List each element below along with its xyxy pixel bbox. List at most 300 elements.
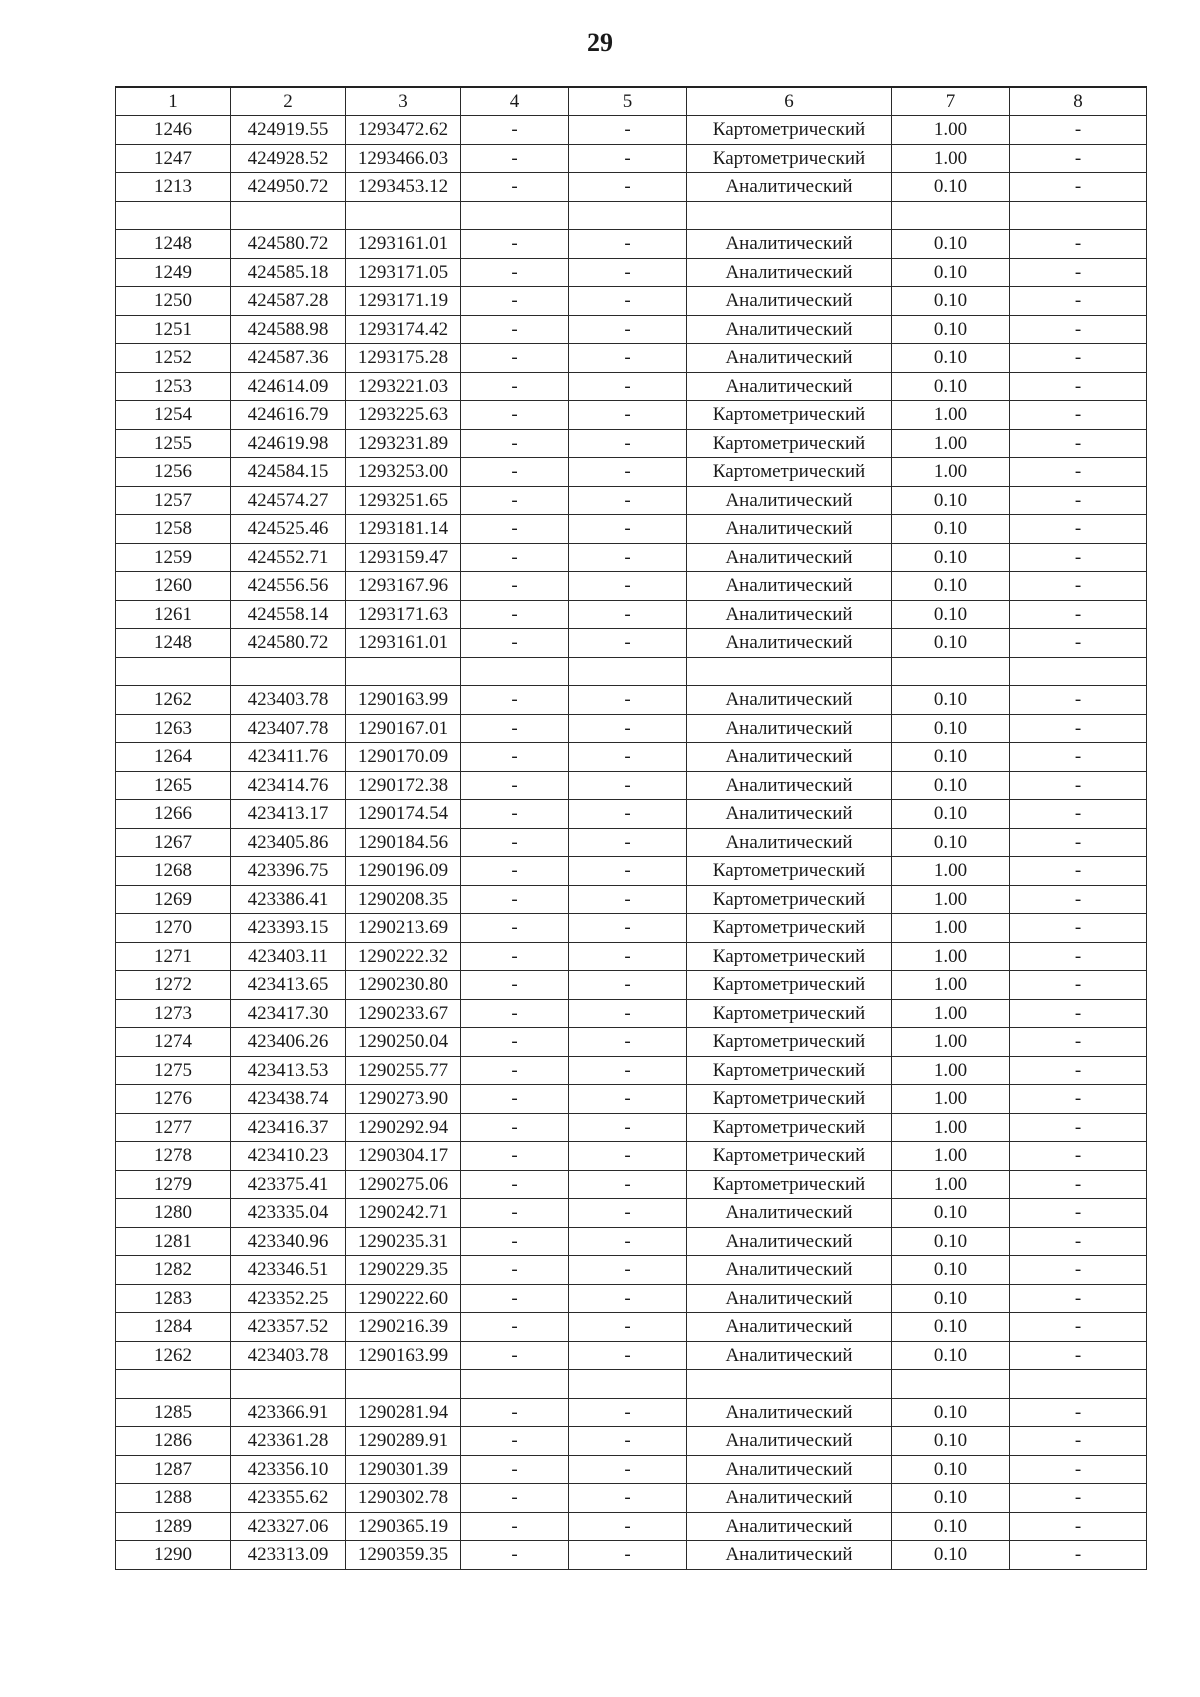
col4-cell: - — [461, 1484, 569, 1513]
column-header: 4 — [461, 87, 569, 116]
column-header: 1 — [116, 87, 231, 116]
page-number: 29 — [587, 28, 613, 57]
col8-cell: - — [1010, 144, 1147, 173]
y-coordinate-cell: 1290359.35 — [346, 1541, 461, 1570]
col5-cell: - — [569, 116, 687, 145]
y-coordinate-cell: 1290365.19 — [346, 1512, 461, 1541]
method-cell: Аналитический — [687, 1284, 892, 1313]
col5-cell: - — [569, 1113, 687, 1142]
y-coordinate-cell: 1293167.96 — [346, 572, 461, 601]
col4-cell: - — [461, 1170, 569, 1199]
table-row — [116, 971, 1147, 1000]
accuracy-cell: 0.10 — [892, 800, 1010, 829]
table-row — [116, 572, 1147, 601]
col4-cell — [461, 1370, 569, 1399]
y-coordinate-cell: 1293171.19 — [346, 287, 461, 316]
accuracy-cell: 1.00 — [892, 857, 1010, 886]
coordinates-table — [115, 86, 1147, 1570]
accuracy-cell: 0.10 — [892, 515, 1010, 544]
table-row — [116, 429, 1147, 458]
table-row — [116, 486, 1147, 515]
col5-cell: - — [569, 543, 687, 572]
x-coordinate-cell: 424584.15 — [231, 458, 346, 487]
point-number-cell: 1263 — [116, 714, 231, 743]
col4-cell: - — [461, 1028, 569, 1057]
col4-cell: - — [461, 1455, 569, 1484]
point-number-cell: 1290 — [116, 1541, 231, 1570]
x-coordinate-cell: 423386.41 — [231, 885, 346, 914]
col4-cell: - — [461, 315, 569, 344]
col5-cell: - — [569, 828, 687, 857]
col8-cell: - — [1010, 1512, 1147, 1541]
col4-cell: - — [461, 942, 569, 971]
col8-cell: - — [1010, 999, 1147, 1028]
point-number-cell: 1281 — [116, 1227, 231, 1256]
col8-cell: - — [1010, 629, 1147, 658]
point-number-cell: 1264 — [116, 743, 231, 772]
accuracy-cell: 0.10 — [892, 543, 1010, 572]
col5-cell: - — [569, 1427, 687, 1456]
x-coordinate-cell: 423361.28 — [231, 1427, 346, 1456]
point-number-cell: 1261 — [116, 600, 231, 629]
method-cell: Аналитический — [687, 1455, 892, 1484]
table-row — [116, 258, 1147, 287]
table-row — [116, 1484, 1147, 1513]
table-row — [116, 1313, 1147, 1342]
accuracy-cell: 1.00 — [892, 116, 1010, 145]
point-number-cell: 1247 — [116, 144, 231, 173]
method-cell — [687, 201, 892, 230]
col8-cell — [1010, 201, 1147, 230]
x-coordinate-cell: 424950.72 — [231, 173, 346, 202]
method-cell: Аналитический — [687, 372, 892, 401]
method-cell: Картометрический — [687, 1142, 892, 1171]
x-coordinate-cell: 424580.72 — [231, 629, 346, 658]
table-row — [116, 1512, 1147, 1541]
table-row — [116, 144, 1147, 173]
y-coordinate-cell: 1290174.54 — [346, 800, 461, 829]
col5-cell: - — [569, 1056, 687, 1085]
table-row — [116, 828, 1147, 857]
x-coordinate-cell: 423352.25 — [231, 1284, 346, 1313]
col4-cell — [461, 201, 569, 230]
col4-cell: - — [461, 971, 569, 1000]
y-coordinate-cell: 1290292.94 — [346, 1113, 461, 1142]
y-coordinate-cell: 1290304.17 — [346, 1142, 461, 1171]
table-row — [116, 315, 1147, 344]
x-coordinate-cell: 423346.51 — [231, 1256, 346, 1285]
accuracy-cell: 0.10 — [892, 686, 1010, 715]
point-number-cell: 1282 — [116, 1256, 231, 1285]
method-cell — [687, 657, 892, 686]
table-row — [116, 743, 1147, 772]
y-coordinate-cell: 1293251.65 — [346, 486, 461, 515]
col8-cell: - — [1010, 1256, 1147, 1285]
table-row — [116, 116, 1147, 145]
x-coordinate-cell: 424558.14 — [231, 600, 346, 629]
y-coordinate-cell: 1290222.32 — [346, 942, 461, 971]
col5-cell — [569, 1370, 687, 1399]
point-number-cell: 1262 — [116, 686, 231, 715]
x-coordinate-cell: 423355.62 — [231, 1484, 346, 1513]
col8-cell: - — [1010, 885, 1147, 914]
col4-cell: - — [461, 828, 569, 857]
x-coordinate-cell — [231, 657, 346, 686]
x-coordinate-cell: 423410.23 — [231, 1142, 346, 1171]
point-number-cell: 1258 — [116, 515, 231, 544]
method-cell: Аналитический — [687, 486, 892, 515]
method-cell: Картометрический — [687, 999, 892, 1028]
col4-cell: - — [461, 116, 569, 145]
y-coordinate-cell: 1290233.67 — [346, 999, 461, 1028]
col5-cell: - — [569, 1028, 687, 1057]
x-coordinate-cell: 423413.65 — [231, 971, 346, 1000]
method-cell: Аналитический — [687, 543, 892, 572]
table-row — [116, 1256, 1147, 1285]
col4-cell: - — [461, 572, 569, 601]
method-cell: Картометрический — [687, 971, 892, 1000]
col4-cell: - — [461, 543, 569, 572]
col5-cell: - — [569, 401, 687, 430]
col5-cell: - — [569, 714, 687, 743]
column-header: 8 — [1010, 87, 1147, 116]
col4-cell: - — [461, 1113, 569, 1142]
table-row — [116, 857, 1147, 886]
accuracy-cell: 0.10 — [892, 743, 1010, 772]
col5-cell: - — [569, 287, 687, 316]
point-number-cell: 1285 — [116, 1398, 231, 1427]
col5-cell: - — [569, 486, 687, 515]
column-header: 2 — [231, 87, 346, 116]
x-coordinate-cell: 423396.75 — [231, 857, 346, 886]
x-coordinate-cell: 423356.10 — [231, 1455, 346, 1484]
col5-cell: - — [569, 1484, 687, 1513]
col4-cell: - — [461, 1541, 569, 1570]
col5-cell: - — [569, 144, 687, 173]
y-coordinate-cell: 1290163.99 — [346, 686, 461, 715]
accuracy-cell: 0.10 — [892, 1313, 1010, 1342]
accuracy-cell: 0.10 — [892, 572, 1010, 601]
method-cell: Аналитический — [687, 1341, 892, 1370]
col5-cell: - — [569, 771, 687, 800]
x-coordinate-cell: 424928.52 — [231, 144, 346, 173]
method-cell: Аналитический — [687, 515, 892, 544]
col4-cell: - — [461, 458, 569, 487]
table-row — [116, 458, 1147, 487]
y-coordinate-cell: 1290281.94 — [346, 1398, 461, 1427]
col8-cell: - — [1010, 1341, 1147, 1370]
accuracy-cell: 0.10 — [892, 1512, 1010, 1541]
table-row — [116, 885, 1147, 914]
x-coordinate-cell: 424919.55 — [231, 116, 346, 145]
point-number-cell: 1259 — [116, 543, 231, 572]
x-coordinate-cell: 423413.53 — [231, 1056, 346, 1085]
accuracy-cell: 1.00 — [892, 144, 1010, 173]
method-cell: Аналитический — [687, 714, 892, 743]
method-cell: Аналитический — [687, 629, 892, 658]
col8-cell: - — [1010, 287, 1147, 316]
col4-cell: - — [461, 1512, 569, 1541]
table-row — [116, 1113, 1147, 1142]
method-cell: Аналитический — [687, 230, 892, 259]
col4-cell: - — [461, 743, 569, 772]
x-coordinate-cell: 423403.11 — [231, 942, 346, 971]
y-coordinate-cell: 1293466.03 — [346, 144, 461, 173]
point-number-cell: 1255 — [116, 429, 231, 458]
method-cell: Аналитический — [687, 1313, 892, 1342]
col5-cell: - — [569, 600, 687, 629]
point-number-cell: 1269 — [116, 885, 231, 914]
col8-cell: - — [1010, 1056, 1147, 1085]
point-number-cell: 1288 — [116, 1484, 231, 1513]
col8-cell: - — [1010, 230, 1147, 259]
accuracy-cell: 0.10 — [892, 1455, 1010, 1484]
table-row — [116, 173, 1147, 202]
method-cell: Аналитический — [687, 828, 892, 857]
accuracy-cell: 1.00 — [892, 1170, 1010, 1199]
method-cell: Аналитический — [687, 1541, 892, 1570]
accuracy-cell: 1.00 — [892, 971, 1010, 1000]
col4-cell: - — [461, 1341, 569, 1370]
point-number-cell — [116, 1370, 231, 1399]
accuracy-cell — [892, 201, 1010, 230]
x-coordinate-cell: 423417.30 — [231, 999, 346, 1028]
table-row — [116, 1085, 1147, 1114]
y-coordinate-cell: 1290229.35 — [346, 1256, 461, 1285]
x-coordinate-cell: 423357.52 — [231, 1313, 346, 1342]
accuracy-cell: 0.10 — [892, 230, 1010, 259]
accuracy-cell: 0.10 — [892, 771, 1010, 800]
y-coordinate-cell — [346, 1370, 461, 1399]
y-coordinate-cell: 1293221.03 — [346, 372, 461, 401]
accuracy-cell: 1.00 — [892, 942, 1010, 971]
col8-cell: - — [1010, 714, 1147, 743]
col8-cell: - — [1010, 1455, 1147, 1484]
col5-cell: - — [569, 315, 687, 344]
col4-cell: - — [461, 914, 569, 943]
x-coordinate-cell: 423403.78 — [231, 1341, 346, 1370]
col4-cell: - — [461, 372, 569, 401]
col5-cell: - — [569, 1341, 687, 1370]
y-coordinate-cell: 1293159.47 — [346, 543, 461, 572]
col8-cell: - — [1010, 1142, 1147, 1171]
point-number-cell: 1262 — [116, 1341, 231, 1370]
col5-cell: - — [569, 230, 687, 259]
x-coordinate-cell: 424525.46 — [231, 515, 346, 544]
table-row — [116, 1284, 1147, 1313]
col5-cell: - — [569, 800, 687, 829]
y-coordinate-cell: 1293472.62 — [346, 116, 461, 145]
col8-cell: - — [1010, 771, 1147, 800]
method-cell: Картометрический — [687, 914, 892, 943]
col4-cell: - — [461, 287, 569, 316]
col8-cell: - — [1010, 914, 1147, 943]
col8-cell — [1010, 657, 1147, 686]
point-number-cell — [116, 201, 231, 230]
method-cell: Картометрический — [687, 885, 892, 914]
col5-cell: - — [569, 999, 687, 1028]
y-coordinate-cell: 1290235.31 — [346, 1227, 461, 1256]
col8-cell: - — [1010, 429, 1147, 458]
table-row — [116, 401, 1147, 430]
method-cell: Картометрический — [687, 429, 892, 458]
col8-cell: - — [1010, 458, 1147, 487]
x-coordinate-cell: 423327.06 — [231, 1512, 346, 1541]
col5-cell: - — [569, 515, 687, 544]
table-row — [116, 1370, 1147, 1399]
point-number-cell: 1253 — [116, 372, 231, 401]
col5-cell — [569, 657, 687, 686]
method-cell: Аналитический — [687, 1199, 892, 1228]
point-number-cell: 1268 — [116, 857, 231, 886]
col8-cell: - — [1010, 572, 1147, 601]
point-number-cell: 1265 — [116, 771, 231, 800]
method-cell — [687, 1370, 892, 1399]
col4-cell: - — [461, 1142, 569, 1171]
y-coordinate-cell: 1290302.78 — [346, 1484, 461, 1513]
col4-cell: - — [461, 1199, 569, 1228]
accuracy-cell: 0.10 — [892, 1256, 1010, 1285]
col4-cell: - — [461, 885, 569, 914]
col5-cell: - — [569, 686, 687, 715]
col5-cell: - — [569, 344, 687, 373]
point-number-cell: 1283 — [116, 1284, 231, 1313]
method-cell: Картометрический — [687, 1113, 892, 1142]
point-number-cell: 1274 — [116, 1028, 231, 1057]
method-cell: Аналитический — [687, 572, 892, 601]
col8-cell: - — [1010, 1427, 1147, 1456]
col8-cell: - — [1010, 1398, 1147, 1427]
method-cell: Картометрический — [687, 116, 892, 145]
col8-cell: - — [1010, 1028, 1147, 1057]
table-row — [116, 1398, 1147, 1427]
y-coordinate-cell: 1290172.38 — [346, 771, 461, 800]
table-row — [116, 201, 1147, 230]
accuracy-cell: 1.00 — [892, 401, 1010, 430]
method-cell: Аналитический — [687, 600, 892, 629]
col5-cell: - — [569, 1284, 687, 1313]
y-coordinate-cell: 1290196.09 — [346, 857, 461, 886]
x-coordinate-cell: 424585.18 — [231, 258, 346, 287]
col4-cell: - — [461, 1227, 569, 1256]
col8-cell: - — [1010, 1541, 1147, 1570]
accuracy-cell: 0.10 — [892, 173, 1010, 202]
method-cell: Аналитический — [687, 258, 892, 287]
y-coordinate-cell: 1290216.39 — [346, 1313, 461, 1342]
method-cell: Аналитический — [687, 315, 892, 344]
point-number-cell — [116, 657, 231, 686]
point-number-cell: 1275 — [116, 1056, 231, 1085]
col8-cell: - — [1010, 1085, 1147, 1114]
y-coordinate-cell: 1290275.06 — [346, 1170, 461, 1199]
col4-cell: - — [461, 1085, 569, 1114]
col4-cell: - — [461, 629, 569, 658]
col8-cell: - — [1010, 1199, 1147, 1228]
table-header-row — [116, 87, 1147, 116]
col8-cell: - — [1010, 486, 1147, 515]
col4-cell: - — [461, 258, 569, 287]
col5-cell: - — [569, 572, 687, 601]
point-number-cell: 1272 — [116, 971, 231, 1000]
accuracy-cell: 1.00 — [892, 458, 1010, 487]
method-cell: Картометрический — [687, 1056, 892, 1085]
accuracy-cell: 0.10 — [892, 344, 1010, 373]
y-coordinate-cell: 1290250.04 — [346, 1028, 461, 1057]
table-row — [116, 372, 1147, 401]
y-coordinate-cell: 1293175.28 — [346, 344, 461, 373]
method-cell: Картометрический — [687, 144, 892, 173]
accuracy-cell: 1.00 — [892, 1113, 1010, 1142]
method-cell: Аналитический — [687, 1484, 892, 1513]
accuracy-cell — [892, 1370, 1010, 1399]
point-number-cell: 1279 — [116, 1170, 231, 1199]
col8-cell: - — [1010, 116, 1147, 145]
x-coordinate-cell: 423438.74 — [231, 1085, 346, 1114]
table-row — [116, 600, 1147, 629]
method-cell: Аналитический — [687, 771, 892, 800]
accuracy-cell — [892, 657, 1010, 686]
accuracy-cell: 0.10 — [892, 486, 1010, 515]
col5-cell: - — [569, 429, 687, 458]
col8-cell: - — [1010, 344, 1147, 373]
y-coordinate-cell: 1290242.71 — [346, 1199, 461, 1228]
x-coordinate-cell — [231, 1370, 346, 1399]
table-row — [116, 1455, 1147, 1484]
x-coordinate-cell: 423406.26 — [231, 1028, 346, 1057]
point-number-cell: 1273 — [116, 999, 231, 1028]
col8-cell: - — [1010, 1284, 1147, 1313]
y-coordinate-cell: 1290230.80 — [346, 971, 461, 1000]
col8-cell: - — [1010, 1313, 1147, 1342]
col5-cell: - — [569, 458, 687, 487]
col4-cell: - — [461, 230, 569, 259]
x-coordinate-cell: 424552.71 — [231, 543, 346, 572]
col5-cell: - — [569, 1142, 687, 1171]
point-number-cell: 1260 — [116, 572, 231, 601]
y-coordinate-cell — [346, 201, 461, 230]
y-coordinate-cell: 1293174.42 — [346, 315, 461, 344]
table-row — [116, 629, 1147, 658]
col4-cell: - — [461, 857, 569, 886]
y-coordinate-cell: 1290289.91 — [346, 1427, 461, 1456]
point-number-cell: 1251 — [116, 315, 231, 344]
table-row — [116, 1142, 1147, 1171]
col5-cell: - — [569, 258, 687, 287]
method-cell: Картометрический — [687, 1028, 892, 1057]
table-row — [116, 942, 1147, 971]
method-cell: Картометрический — [687, 942, 892, 971]
col8-cell: - — [1010, 1227, 1147, 1256]
col8-cell: - — [1010, 543, 1147, 572]
point-number-cell: 1280 — [116, 1199, 231, 1228]
y-coordinate-cell: 1290273.90 — [346, 1085, 461, 1114]
col5-cell: - — [569, 1512, 687, 1541]
y-coordinate-cell: 1293181.14 — [346, 515, 461, 544]
accuracy-cell: 0.10 — [892, 315, 1010, 344]
x-coordinate-cell: 424556.56 — [231, 572, 346, 601]
method-cell: Аналитический — [687, 800, 892, 829]
col4-cell: - — [461, 600, 569, 629]
accuracy-cell: 0.10 — [892, 1484, 1010, 1513]
table-row — [116, 1427, 1147, 1456]
accuracy-cell: 0.10 — [892, 828, 1010, 857]
method-cell: Картометрический — [687, 857, 892, 886]
col5-cell: - — [569, 971, 687, 1000]
x-coordinate-cell: 423411.76 — [231, 743, 346, 772]
method-cell: Картометрический — [687, 401, 892, 430]
column-header: 7 — [892, 87, 1010, 116]
point-number-cell: 1286 — [116, 1427, 231, 1456]
